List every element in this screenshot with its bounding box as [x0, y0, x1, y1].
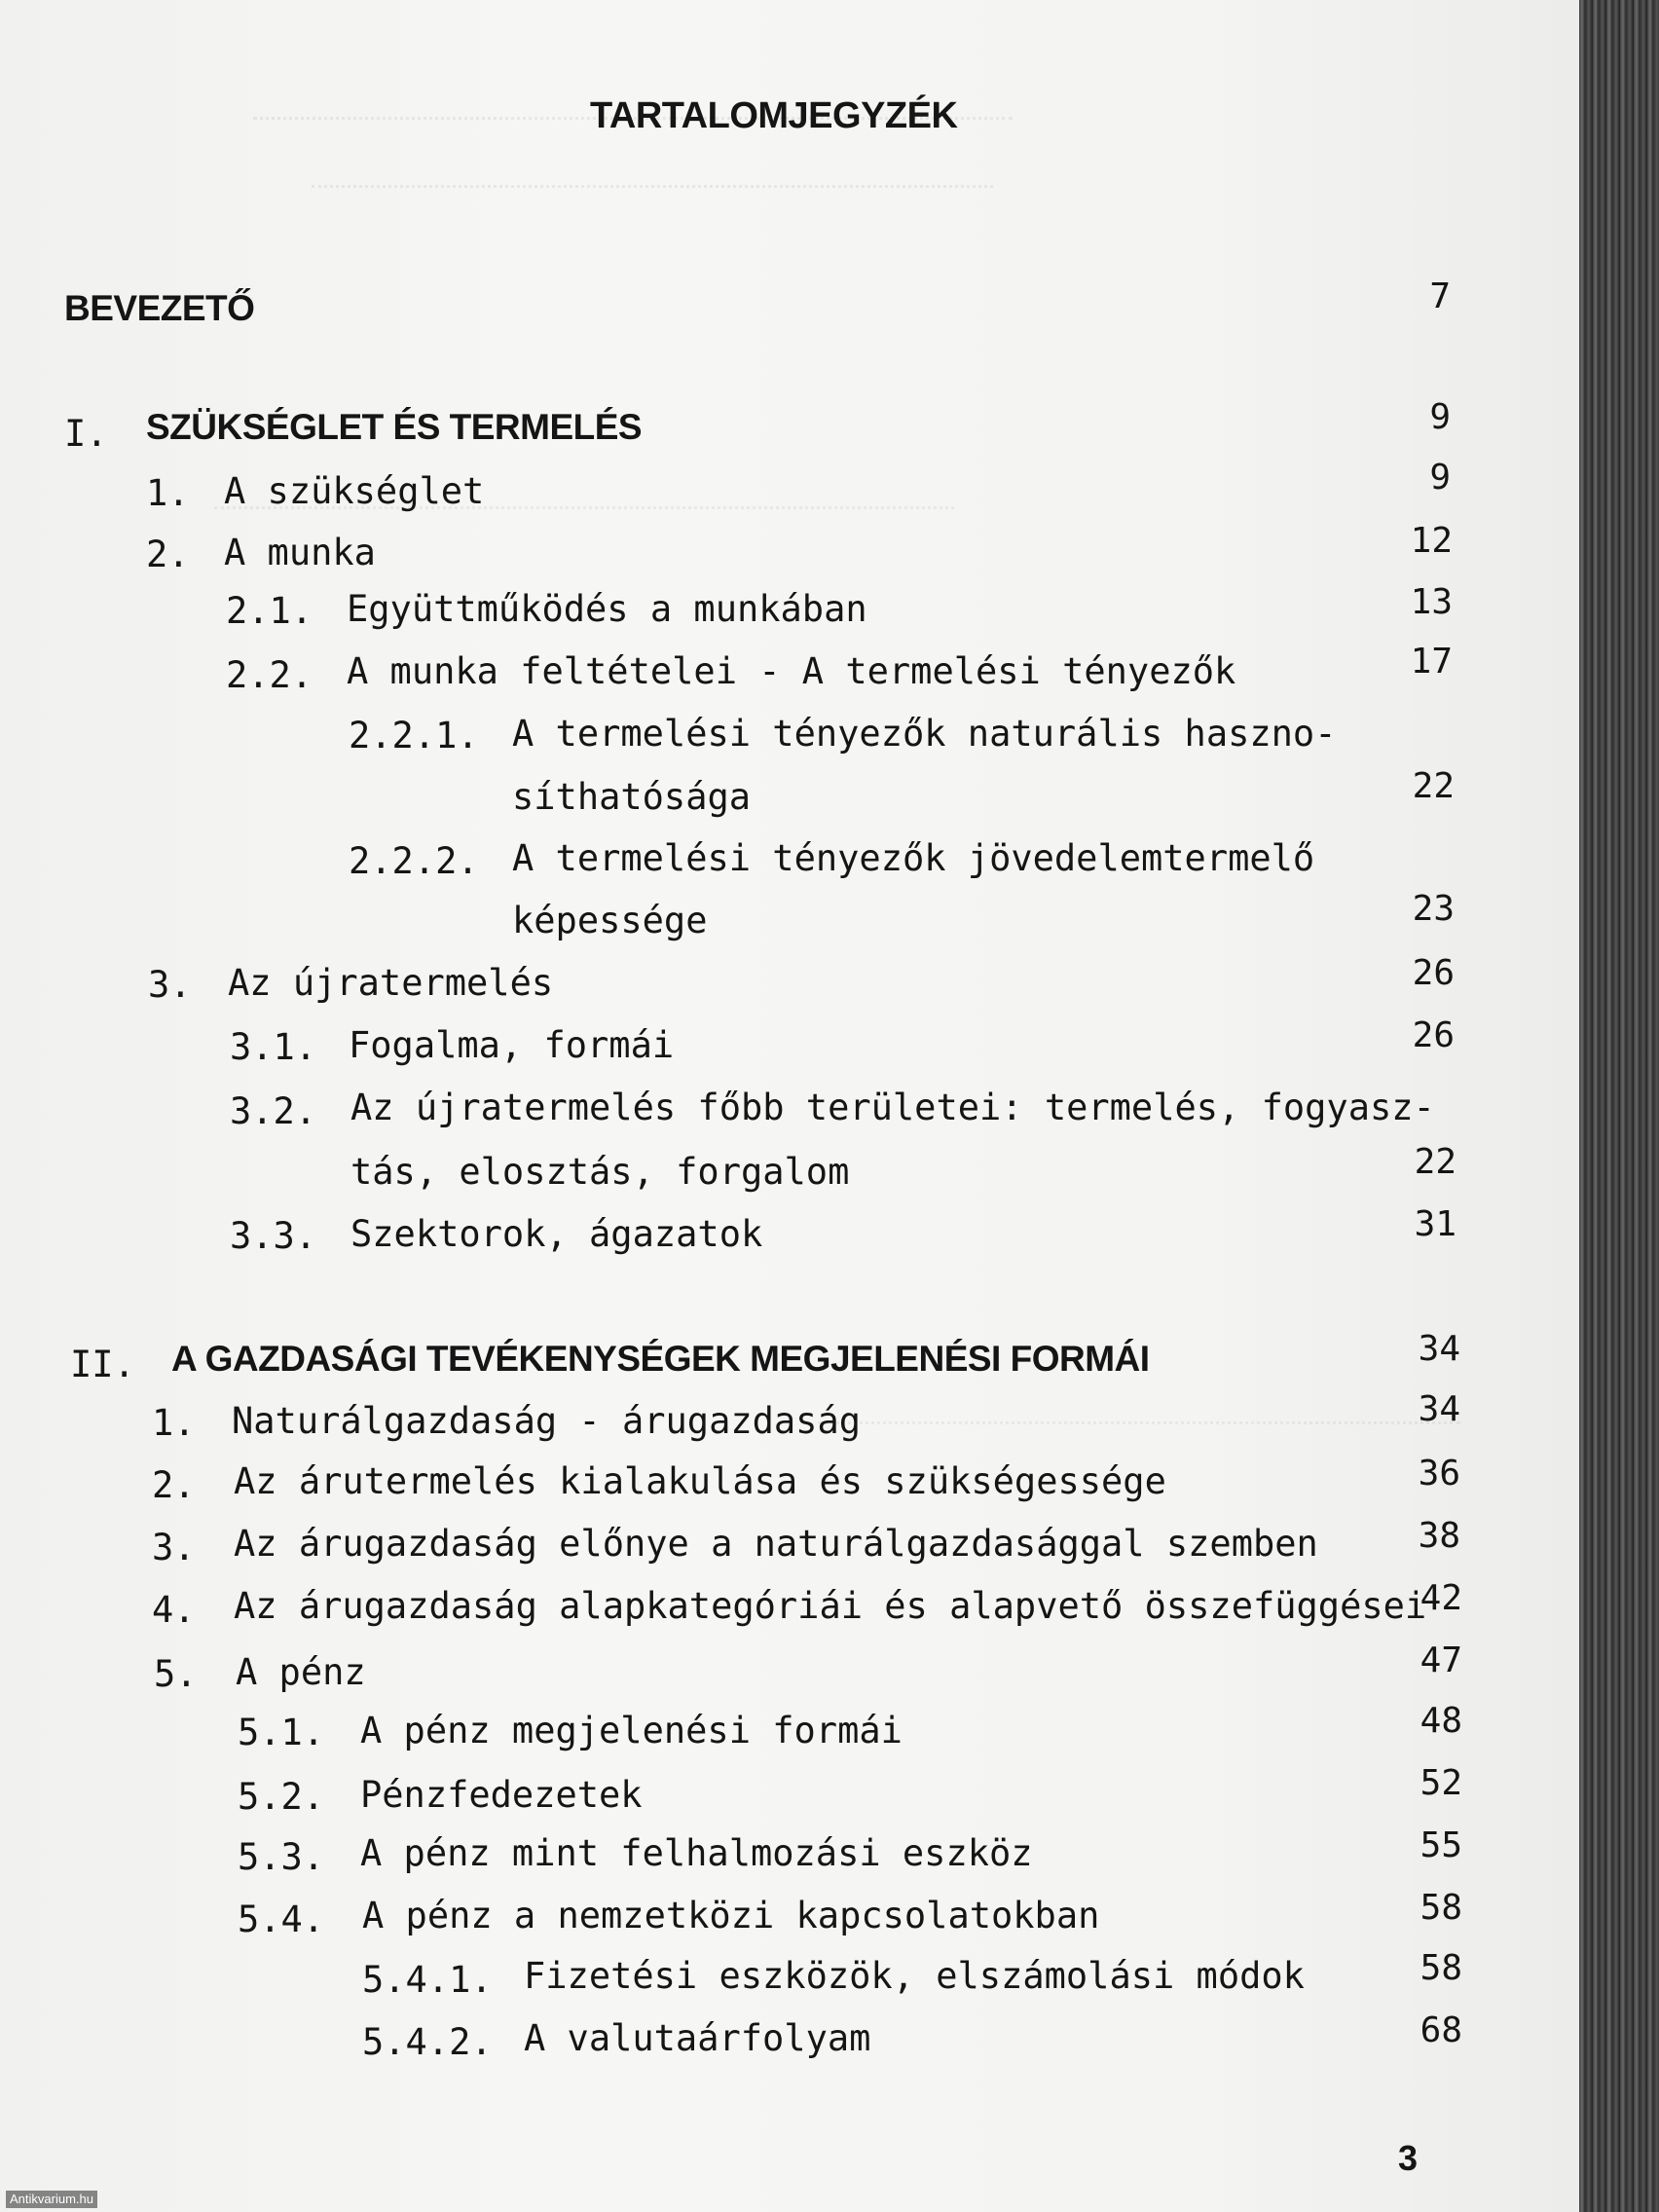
toc-entry-number: 3.1.: [230, 1026, 317, 1068]
toc-entry-number: 1.: [152, 1402, 196, 1444]
toc-entry-title: Az újratermelés: [228, 962, 554, 1004]
toc-entry-title: BEVEZETŐ: [64, 288, 255, 328]
toc-page-number: 42: [1419, 1578, 1462, 1618]
toc-entry-title: A pénz: [236, 1651, 366, 1693]
toc-page-number: 22: [1414, 1142, 1456, 1182]
toc-page-number: 13: [1410, 582, 1453, 622]
toc-entry-title: Fizetési eszközök, elszámolási módok: [524, 1955, 1305, 1997]
toc-entry-number: 2.1.: [226, 590, 313, 632]
toc-entry-title: Az árugazdaság előnye a naturálgazdasággal szemben: [234, 1523, 1318, 1565]
toc-page-number: 52: [1419, 1763, 1462, 1803]
toc-page-number: 9: [1429, 397, 1451, 437]
toc-entry-number: 3.2.: [230, 1090, 317, 1132]
toc-entry-number: 5.1.: [238, 1712, 325, 1753]
toc-entry-title-continuation: képessége: [512, 900, 708, 941]
toc-entry-title: A szükséglet: [224, 470, 485, 512]
toc-entry-title: Az árutermelés kialakulása és szükségessége: [234, 1460, 1166, 1502]
toc-entry-number: 5.4.1.: [362, 1959, 493, 2001]
toc-entry-title: Pénzfedezetek: [360, 1774, 643, 1816]
toc-entry-number: II.: [70, 1344, 135, 1385]
toc-entry-number: 1.: [146, 472, 190, 514]
toc-page-number: 17: [1410, 642, 1453, 682]
toc-page-number: 34: [1418, 1329, 1460, 1369]
toc-entry-title: A valutaárfolyam: [524, 2017, 871, 2059]
toc-page-number: 36: [1418, 1454, 1460, 1493]
toc-page-number: 58: [1419, 1888, 1462, 1928]
toc-page-number: 34: [1418, 1389, 1460, 1429]
toc-entry-title: A GAZDASÁGI TEVÉKENYSÉGEK MEGJELENÉSI FORMÁI: [171, 1339, 1150, 1379]
page-number: 3: [1398, 2138, 1419, 2178]
toc-entry-title: Naturálgazdaság - árugazdaság: [232, 1400, 862, 1442]
toc-page-number: 55: [1419, 1825, 1462, 1865]
toc-page-number: 38: [1418, 1516, 1460, 1556]
toc-title: TARTALOMJEGYZÉK: [590, 95, 958, 136]
toc-entry-title: Szektorok, ágazatok: [350, 1213, 763, 1255]
toc-entry-title: Fogalma, formái: [349, 1024, 675, 1066]
toc-entry-title: A pénz megjelenési formái: [360, 1710, 903, 1751]
toc-page-number: 9: [1429, 458, 1451, 498]
toc-page-number: 68: [1419, 2010, 1462, 2050]
toc-page-number: 7: [1429, 276, 1451, 316]
toc-entry-number: I.: [64, 413, 108, 455]
toc-page-number: 23: [1412, 889, 1455, 929]
toc-entry-title: A pénz a nemzetközi kapcsolatokban: [362, 1895, 1100, 1936]
toc-entry-number: 3.: [152, 1527, 196, 1568]
toc-entry-number: 2.2.1.: [349, 715, 479, 756]
toc-entry-title: Együttműködés a munkában: [347, 588, 867, 630]
toc-entry-title: A munka: [224, 532, 376, 573]
toc-entry-title-continuation: tás, elosztás, forgalom: [350, 1151, 850, 1193]
toc-entry-number: 5.2.: [238, 1776, 325, 1818]
toc-page-number: 31: [1414, 1204, 1456, 1244]
toc-entry-title: A termelési tényezők jövedelemtermelő: [512, 837, 1315, 879]
toc-entry-number: 2.2.2.: [349, 840, 479, 882]
toc-entry-number: 5.4.: [238, 1899, 325, 1940]
toc-entry-number: 5.3.: [238, 1836, 325, 1878]
toc-entry-title: Az újratermelés főbb területei: termelés, fogyasz-: [350, 1087, 1435, 1128]
toc-page-number: 22: [1412, 766, 1455, 806]
show-through-line: [312, 185, 993, 205]
toc-entry-number: 5.: [154, 1653, 198, 1695]
toc-page-number: 26: [1412, 953, 1455, 993]
toc-entry-title: SZÜKSÉGLET ÉS TERMELÉS: [146, 407, 643, 447]
toc-entry-number: 2.: [146, 534, 190, 575]
toc-page-number: 48: [1419, 1701, 1462, 1741]
toc-entry-title: A termelési tényezők naturális haszno-: [512, 713, 1337, 755]
toc-entry-title-continuation: síthatósága: [512, 776, 752, 818]
page-stack-edge: [1579, 0, 1659, 2212]
toc-entry-number: 5.4.2.: [362, 2021, 493, 2063]
toc-entry-number: 3.3.: [230, 1215, 317, 1257]
toc-page-number: 26: [1412, 1015, 1455, 1055]
toc-entry-number: 3.: [148, 964, 192, 1006]
toc-entry-title: A pénz mint felhalmozási eszköz: [360, 1832, 1033, 1874]
toc-entry-title: A munka feltételei - A termelési tényezők: [347, 650, 1236, 692]
toc-page-number: 47: [1419, 1641, 1462, 1680]
toc-page-number: 12: [1410, 521, 1453, 561]
toc-entry-number: 4.: [152, 1589, 196, 1631]
toc-entry-number: 2.: [152, 1464, 196, 1506]
toc-entry-number: 2.2.: [226, 654, 313, 696]
toc-page-number: 58: [1419, 1948, 1462, 1988]
watermark: Antikvarium.hu: [6, 2191, 97, 2208]
toc-entry-title: Az árugazdaság alapkategóriái és alapvető összefüggései: [234, 1585, 1427, 1627]
